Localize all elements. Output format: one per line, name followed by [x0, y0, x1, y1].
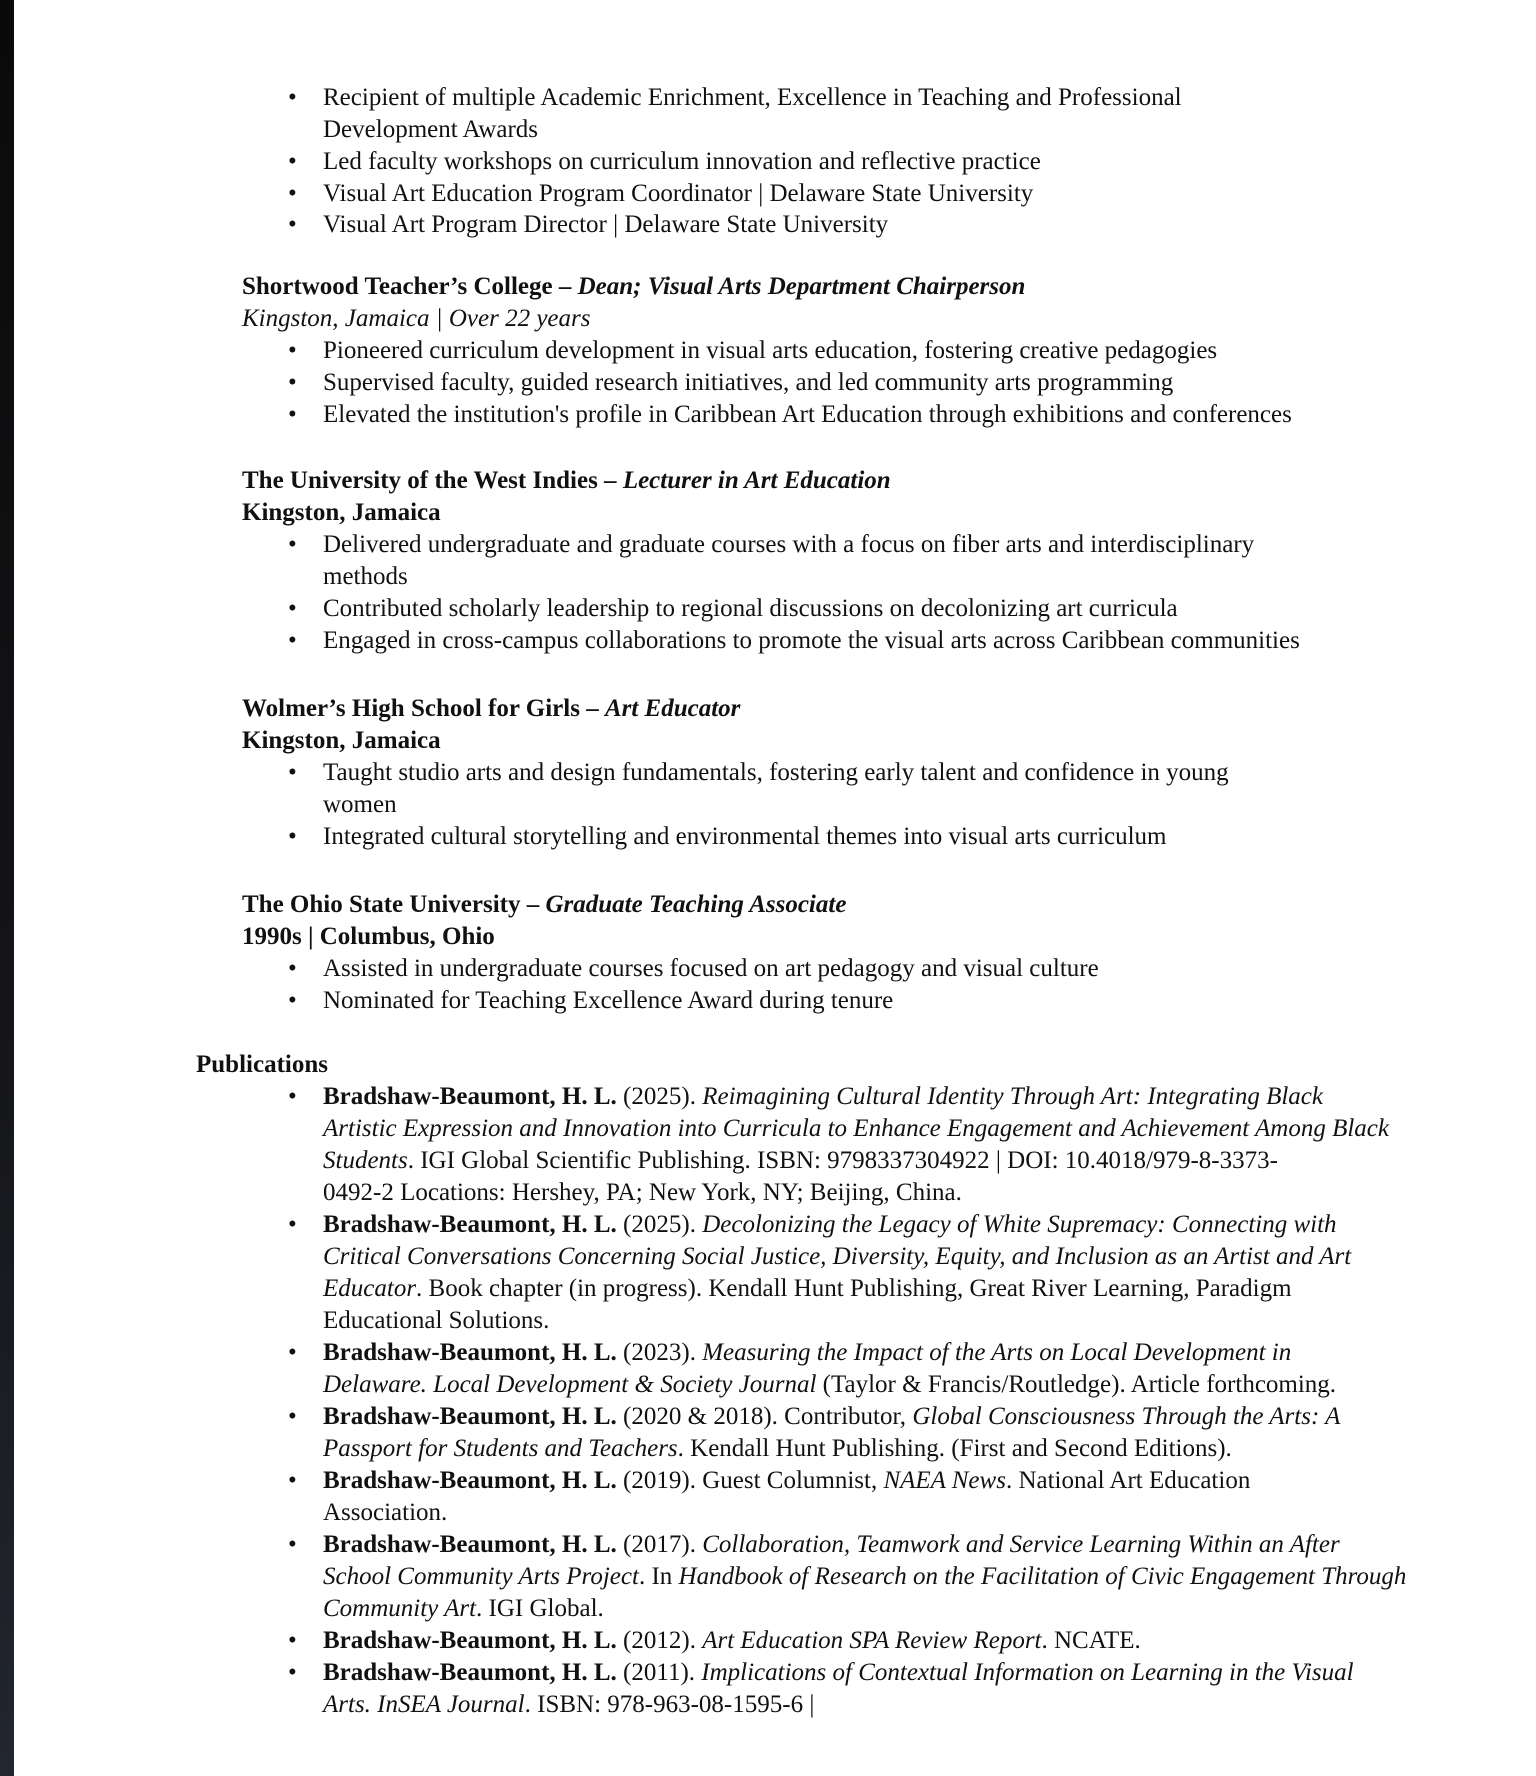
- publication-continuation: [323, 1689, 814, 1721]
- job-meta: 1990s | Columbus, Ohio: [242, 923, 495, 950]
- bullet-item: • Taught studio arts and design fundamentals, fostering early talent and confidence in young: [323, 757, 1229, 789]
- resume-page: [14, 0, 1536, 1776]
- pub-details: . ISBN: 978-963-08-1595-6 |: [524, 1691, 815, 1718]
- bullet-item: • Recipient of multiple Academic Enrichment, Excellence in Teaching and Professional: [323, 82, 1182, 114]
- pub-title: NAEA News: [883, 1467, 1006, 1494]
- pub-details: . Kendall Hunt Publishing. (First and Second Editions).: [677, 1435, 1232, 1462]
- pub-title: Educator: [323, 1275, 417, 1302]
- bullet-item: • Visual Art Education Program Coordinator | Delaware State University: [323, 178, 1033, 210]
- pub-title: Students: [323, 1147, 408, 1174]
- publication-continuation: [323, 1241, 1351, 1273]
- job-role: Art Educator: [604, 695, 741, 722]
- pub-year: (2020 & 2018). Contributor,: [616, 1403, 913, 1430]
- bullet-item: • Contributed scholarly leadership to regional discussions on decolonizing art curricula: [323, 593, 1178, 625]
- publication-continuation: [323, 1593, 604, 1625]
- job-role: Graduate Teaching Associate: [545, 891, 847, 918]
- pub-details: . Book chapter (in progress). Kendall Hunt Publishing, Great River Learning, Paradigm: [416, 1275, 1292, 1302]
- publication-item: [323, 1657, 1354, 1689]
- pub-author: Bradshaw-Beaumont, H. L.: [323, 1083, 617, 1110]
- pub-year: (2019). Guest Columnist,: [616, 1467, 884, 1494]
- publication-item: [323, 1209, 1337, 1241]
- job-role: Lecturer in Art Education: [622, 467, 891, 494]
- bullet-item: • Led faculty workshops on curriculum innovation and reflective practice: [323, 146, 1041, 178]
- pub-title: Artistic Expression and Innovation into Curricula to Enhance Engagement and Achievement Among Black: [323, 1115, 1390, 1142]
- bullet-item: • Assisted in undergraduate courses focused on art pedagogy and visual culture: [323, 953, 1099, 985]
- publication-continuation: [323, 1145, 1278, 1177]
- pub-details: (Taylor & Francis/Routledge). Article forthcoming.: [816, 1371, 1337, 1398]
- publication-item: [323, 1529, 1340, 1561]
- job-meta: [242, 303, 591, 335]
- pub-details: . IGI Global.: [476, 1595, 604, 1622]
- pub-author: Bradshaw-Beaumont, H. L.: [323, 1627, 617, 1654]
- bullet-item: • Visual Art Program Director | Delaware State University: [323, 209, 888, 241]
- pub-author: Bradshaw-Beaumont, H. L.: [323, 1467, 617, 1494]
- pub-title: School Community Arts Project: [323, 1563, 639, 1590]
- pub-title: Decolonizing the Legacy of White Supremacy: Connecting with: [702, 1211, 1337, 1238]
- publication-continuation: Educational Solutions.: [323, 1307, 550, 1334]
- pub-details: . IGI Global Scientific Publishing. ISBN: 9798337304922 | DOI: 10.4018/979-8-3373-: [407, 1147, 1278, 1174]
- publication-item: [323, 1401, 1340, 1433]
- pub-year: (2025).: [616, 1083, 703, 1110]
- publication-item: [323, 1465, 1250, 1497]
- pub-details: . National Art Education: [1005, 1467, 1251, 1494]
- pub-book-title: Community Art: [323, 1595, 477, 1622]
- bullet-continuation: methods: [323, 563, 408, 590]
- bullet-item: • Nominated for Teaching Excellence Award during tenure: [323, 985, 893, 1017]
- job-org: The University of the West Indies –: [242, 467, 617, 494]
- pub-details: . In: [638, 1563, 679, 1590]
- job-heading: [242, 693, 740, 725]
- bullet-continuation: women: [323, 791, 397, 818]
- pub-title: Global Consciousness Through the Arts: A: [912, 1403, 1341, 1430]
- pub-author: Bradshaw-Beaumont, H. L.: [323, 1531, 617, 1558]
- pub-title: Implications of Contextual Information on Learning in the Visual: [701, 1659, 1354, 1686]
- job-meta: Kingston, Jamaica: [242, 727, 441, 754]
- publication-continuation: [323, 1113, 1389, 1145]
- section-heading-publications: Publications: [196, 1051, 328, 1078]
- pub-year: (2025).: [616, 1211, 703, 1238]
- publication-item: [323, 1081, 1323, 1113]
- job-org: The Ohio State University –: [242, 891, 540, 918]
- job-org: Shortwood Teacher’s College –: [242, 273, 572, 300]
- bullet-continuation: Development Awards: [323, 116, 539, 143]
- pub-details: . NCATE.: [1041, 1627, 1141, 1654]
- publication-continuation: [323, 1273, 1292, 1305]
- pub-year: (2017).: [616, 1531, 703, 1558]
- job-heading: [242, 271, 1025, 303]
- pub-author: Bradshaw-Beaumont, H. L.: [323, 1339, 617, 1366]
- job-org: Wolmer’s High School for Girls –: [242, 695, 599, 722]
- bullet-item: • Engaged in cross-campus collaborations to promote the visual arts across Caribbean communities: [323, 625, 1300, 657]
- pub-year: (2023).: [616, 1339, 703, 1366]
- pub-title: Art Education SPA Review Report: [702, 1627, 1042, 1654]
- pub-title: Arts. InSEA Journal: [323, 1691, 525, 1718]
- pub-title: Passport for Students and Teachers: [323, 1435, 678, 1462]
- pub-title: Measuring the Impact of the Arts on Local Development in: [702, 1339, 1292, 1366]
- job-heading: [242, 889, 846, 921]
- job-meta-text: Kingston, Jamaica | Over 22 years: [242, 305, 591, 332]
- publication-continuation: [323, 1369, 1336, 1401]
- bullet-item: • Elevated the institution's profile in Caribbean Art Education through exhibitions and conferences: [323, 399, 1292, 431]
- bullet-item: • Integrated cultural storytelling and environmental themes into visual arts curriculum: [323, 821, 1167, 853]
- pub-title: Critical Conversations Concerning Social Justice, Diversity, Equity, and Inclusion as an Artist and Art: [323, 1243, 1352, 1270]
- publication-continuation: [323, 1433, 1232, 1465]
- publication-item: [323, 1625, 1141, 1657]
- job-heading: [242, 465, 891, 497]
- pub-title: Collaboration, Teamwork and Service Learning Within an After: [702, 1531, 1340, 1558]
- pub-title: Reimagining Cultural Identity Through Art: Integrating Black: [702, 1083, 1323, 1110]
- publication-continuation: [323, 1561, 1406, 1593]
- pub-year: (2011).: [616, 1659, 702, 1686]
- pub-author: Bradshaw-Beaumont, H. L.: [323, 1403, 617, 1430]
- bullet-item: • Supervised faculty, guided research initiatives, and led community arts programming: [323, 367, 1173, 399]
- job-meta: Kingston, Jamaica: [242, 499, 441, 526]
- pub-title: Delaware. Local Development & Society Journal: [323, 1371, 817, 1398]
- publication-item: [323, 1337, 1291, 1369]
- viewer-left-edge: [0, 0, 14, 1776]
- publication-continuation: 0492-2 Locations: Hershey, PA; New York, NY; Beijing, China.: [323, 1179, 962, 1206]
- pub-author: Bradshaw-Beaumont, H. L.: [323, 1659, 617, 1686]
- pub-year: (2012).: [616, 1627, 703, 1654]
- publication-continuation: Association.: [323, 1499, 448, 1526]
- pub-book-title: Handbook of Research on the Facilitation of Civic Engagement Through: [678, 1563, 1407, 1590]
- pub-author: Bradshaw-Beaumont, H. L.: [323, 1211, 617, 1238]
- job-role: Dean; Visual Arts Department Chairperson: [577, 273, 1026, 300]
- bullet-item: • Pioneered curriculum development in visual arts education, fostering creative pedagogies: [323, 335, 1217, 367]
- bullet-item: • Delivered undergraduate and graduate courses with a focus on fiber arts and interdisciplinary: [323, 529, 1254, 561]
